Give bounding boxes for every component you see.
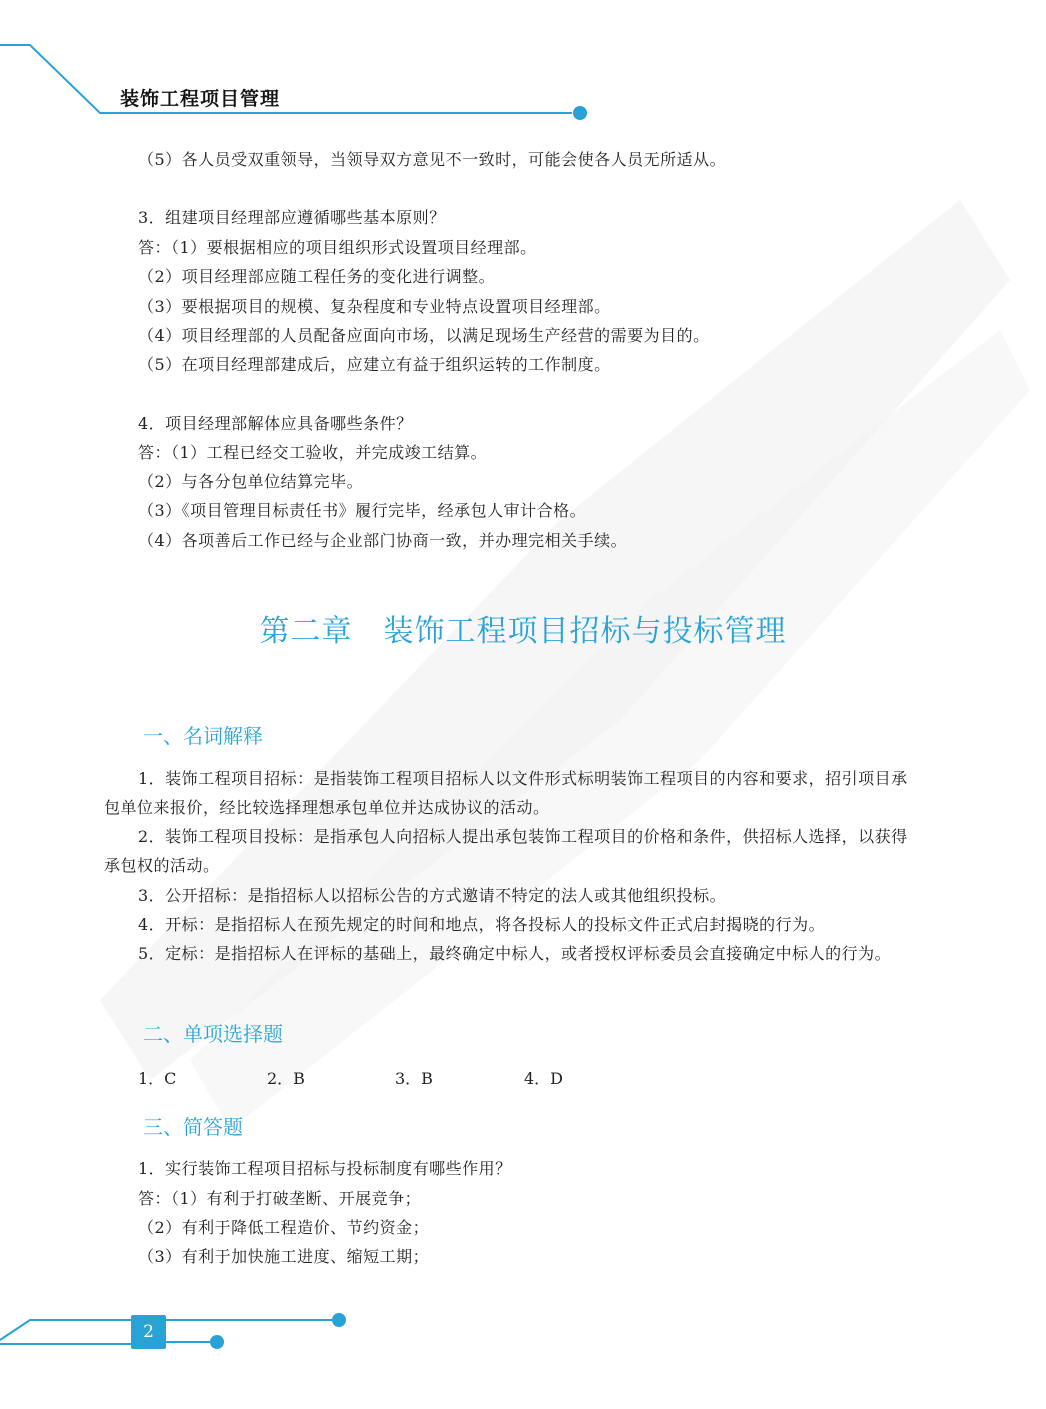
question-heading: 4．项目经理部解体应具备哪些条件？ <box>138 414 413 433</box>
header-title: 装饰工程项目管理 <box>120 88 281 110</box>
answer-line: （2）与各分包单位结算完毕。 <box>138 472 364 491</box>
section-heading: 二、单项选择题 <box>143 1022 283 1046</box>
page-number: 2 <box>131 1315 166 1349</box>
section-heading: 一、名词解释 <box>143 724 263 748</box>
answer-line: （2）项目经理部应随工程任务的变化进行调整。 <box>138 267 496 286</box>
question-heading: 1．实行装饰工程项目招标与投标制度有哪些作用？ <box>138 1159 512 1178</box>
definition-paragraph: 3．公开招标：是指招标人以招标公告的方式邀请不特定的法人或其他组织投标。 <box>138 886 727 905</box>
definition-paragraph: 5．定标：是指招标人在评标的基础上，最终确定中标人，或者授权评标委员会直接确定中标人的行为。 <box>138 944 892 963</box>
answer-line: （5）在项目经理部建成后，应建立有益于组织运转的工作制度。 <box>138 355 611 374</box>
choice-answer: 3．B <box>395 1069 433 1088</box>
definition-paragraph: 1．装饰工程项目招标：是指装饰工程项目招标人以文件形式标明装饰工程项目的内容和要求，招引项目承包单位来报价，经比较选择理想承包单位并达成协议的活动。 <box>104 769 908 817</box>
text-line: （5）各人员受双重领导，当领导双方意见不一致时，可能会使各人员无所适从。 <box>138 150 727 169</box>
section-heading: 三、简答题 <box>143 1115 243 1139</box>
answer-line: （3）要根据项目的规模、复杂程度和专业特点设置项目经理部。 <box>138 297 611 316</box>
question-heading: 3．组建项目经理部应遵循哪些基本原则？ <box>138 208 446 227</box>
choice-answer: 1．C <box>138 1069 177 1088</box>
definition-paragraph: 4．开标：是指招标人在预先规定的时间和地点，将各投标人的投标文件正式启封揭晓的行为。 <box>138 915 826 934</box>
choice-answer: 2．B <box>267 1069 305 1088</box>
answer-line: 答：（1）有利于打破垄断、开展竞争； <box>138 1189 422 1208</box>
answer-line: 答：（1）工程已经交工验收，并完成竣工结算。 <box>138 443 488 462</box>
header-decoration <box>0 0 1046 140</box>
footer-decoration <box>0 1300 400 1360</box>
chapter-title: 第二章 装饰工程项目招标与投标管理 <box>259 614 787 649</box>
answer-line: （4）项目经理部的人员配备应面向市场，以满足现场生产经营的需要为目的。 <box>138 326 710 345</box>
definition-paragraph: 2．装饰工程项目投标：是指承包人向招标人提出承包装饰工程项目的价格和条件，供招标人选择，以获得承包权的活动。 <box>104 827 908 875</box>
answer-line: （2）有利于降低工程造价、节约资金； <box>138 1218 430 1237</box>
answer-line: （4）各项善后工作已经与企业部门协商一致，并办理完相关手续。 <box>138 531 628 550</box>
answer-line: （3）有利于加快施工进度、缩短工期； <box>138 1247 430 1266</box>
choice-answer: 4．D <box>524 1069 564 1088</box>
answer-line: 答：（1）要根据相应的项目组织形式设置项目经理部。 <box>138 238 537 257</box>
answer-line: （3）《项目管理目标责任书》履行完毕，经承包人审计合格。 <box>138 501 587 520</box>
